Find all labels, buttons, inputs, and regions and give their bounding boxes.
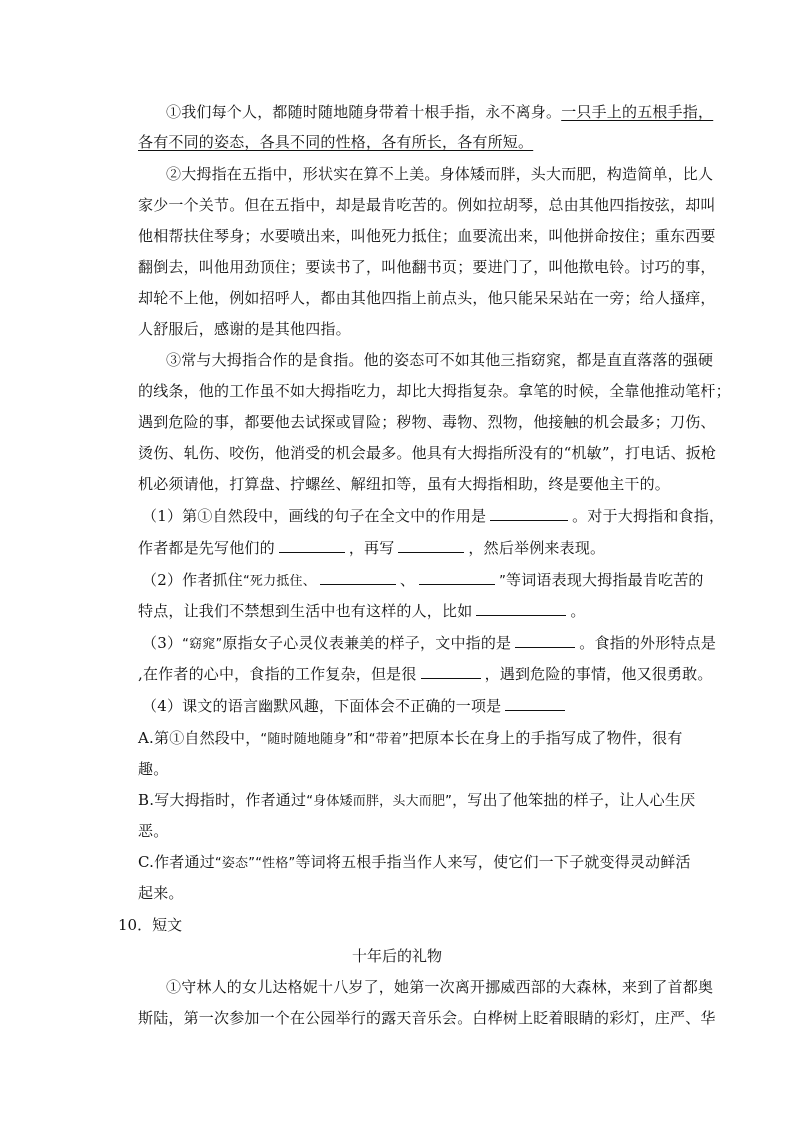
q1-blank-2[interactable]	[279, 538, 345, 553]
q4-option-a-line-2: 趣。	[138, 760, 169, 778]
p3-line: 机必须请他，打算盘、拧螺丝、解纽扣等，虽有大拇指相助，终是要他主干的。	[138, 475, 671, 493]
p1-text: ①我们每个人，都随时随地随身带着十根手指，永不离身。	[166, 103, 562, 121]
p1-underlined-sentence-start: 一只手上的五根手指，	[561, 103, 714, 121]
q3-text: （3）	[142, 634, 183, 652]
q1-blank-3[interactable]	[398, 538, 464, 553]
q2-text: 、	[399, 571, 416, 589]
p3-line: 遇到危险的事，都要他去试探或冒险；秽物、毒物、烈物，他接触的机会最多；刀伤、	[138, 413, 716, 431]
q1-text: （1）第①自然段中，画线的句子在全文中的作用是	[142, 507, 487, 525]
p3-line: ③常与大拇指合作的是食指。他的姿态可不如其他三指窈窕，都是直直落落的强硬	[166, 351, 714, 369]
q4-option-b-line-1	[138, 790, 696, 812]
q4-text: （4）课文的语言幽默风趣，下面体会不正确的一项是	[142, 697, 502, 715]
question-1-line-1	[142, 506, 725, 526]
q4-option-b-line-2: 恶。	[138, 822, 169, 840]
question-3-line-2	[138, 664, 713, 684]
q2-text: 特点，让我们不禁想到生活中也有这样的人，比如	[138, 602, 473, 620]
q1-text: ，然后举例来表现。	[468, 539, 606, 557]
p1-underlined-sentence-end: 各有不同的姿态，各具不同的性格，各有所长，各有所短。	[138, 133, 534, 151]
question-3-line-1	[142, 633, 717, 655]
p2-line: 他相帮扶住琴身；水要喷出来，叫他死力抵住；血要流出来，叫他拼命按住；重东西要	[138, 227, 716, 245]
p3-line: 烫伤、轧伤、咬伤，他消受的机会最多。他具有大拇指所没有的“机敏”，打电话、扳枪	[138, 444, 717, 462]
p2-line: ②大拇指在五指中，形状实在算不上美。身体矮而胖，头大而肥，构造简单，比人	[166, 165, 714, 183]
option-b-quote: “身体矮而胖，头大而肥”	[306, 794, 453, 809]
q2-blank-2[interactable]	[419, 570, 495, 585]
question-4-stem	[142, 696, 678, 716]
q4-blank[interactable]	[505, 696, 565, 711]
q3-text: 。食指的外形特点是	[579, 634, 717, 652]
q2-text: 等词语表现大拇指最肯吃苦的	[506, 571, 704, 589]
q2-blank-1[interactable]	[320, 570, 396, 585]
q1-text: ，再写	[348, 539, 395, 557]
section-10-heading: 10．短文	[118, 916, 183, 934]
q3-blank-2[interactable]	[421, 664, 481, 679]
q2-quote: ”	[499, 574, 507, 589]
q3-text: 原指女子心灵仪表兼美的样子，文中指的是	[222, 634, 512, 652]
q2-quote: “死力抵住、	[242, 574, 316, 589]
q1-text: 。对于大拇指和食指，	[572, 507, 725, 525]
question-2-line-1	[142, 570, 704, 592]
p1-line-2	[138, 132, 678, 152]
q4-option-c-line-1	[138, 852, 691, 874]
q4-option-c-line-2: 起来。	[138, 884, 184, 902]
p2-line: 却轮不上他，例如招呼人，都由其他四指上前点头，他只能呆呆站在一旁；给人搔痒，	[138, 289, 716, 307]
option-c-quote: “姿态”“性格”	[214, 856, 296, 871]
passage-line: ①守林人的女儿达格妮十八岁了，她第一次离开挪威西部的大森林，来到了首都奥	[166, 978, 714, 996]
q3-blank-1[interactable]	[515, 633, 575, 648]
option-a-text: 和	[353, 729, 369, 747]
option-a-quote: “带着”	[368, 732, 409, 747]
q2-blank-3[interactable]	[476, 601, 566, 616]
p2-line: 人舒服后，感谢的是其他四指。	[138, 320, 351, 338]
option-a-quote: “随时随地随身”	[260, 732, 354, 747]
option-a-text: 把原本长在身上的手指写成了物件，很有	[408, 729, 683, 747]
question-2-line-2	[138, 601, 678, 621]
option-c-text: C.作者通过	[138, 853, 215, 871]
q4-option-a-line-1	[138, 728, 683, 750]
option-b-text: ，写出了他笨拙的样子，让人心生厌	[452, 791, 696, 809]
passage-line: 斯陆，第一次参加一个在公园举行的露天音乐会。白桦树上眨着眼睛的彩灯，庄严、华	[138, 1009, 716, 1027]
q2-text: 。	[570, 602, 586, 620]
q1-blank-1[interactable]	[490, 506, 568, 521]
option-b-text: B.写大拇指时，作者通过	[138, 791, 307, 809]
p3-line: 的线条，他的工作虽不如大拇指吃力，却比大拇指复杂。拿笔的时候，全靠他推动笔杆；	[138, 382, 731, 400]
q2-text: （2）作者抓住	[142, 571, 243, 589]
q3-text: ，遇到危险的事情，他又很勇敢。	[484, 665, 713, 683]
q3-quote: “窈窕”	[182, 637, 223, 652]
question-1-line-2	[138, 538, 678, 558]
option-c-text: 等词将五根手指当作人来写，使它们一下子就变得灵动鲜活	[295, 853, 691, 871]
option-a-text: A.第①自然段中，	[138, 729, 261, 747]
passage-title: 十年后的礼物	[351, 947, 442, 965]
p2-line: 翻倒去，叫他用劲顶住；要读书了，叫他翻书页；要进门了，叫他揿电铃。讨巧的事，	[138, 258, 716, 276]
q3-text: ,在作者的心中，食指的工作复杂，但是很	[138, 665, 417, 683]
q1-text: 作者都是先写他们的	[138, 539, 275, 557]
p1-line-1	[166, 102, 714, 122]
p2-line: 家少一个关节。但在五指中，却是最肯吃苦的。例如拉胡琴，总由其他四指按弦，却叫	[138, 196, 716, 214]
